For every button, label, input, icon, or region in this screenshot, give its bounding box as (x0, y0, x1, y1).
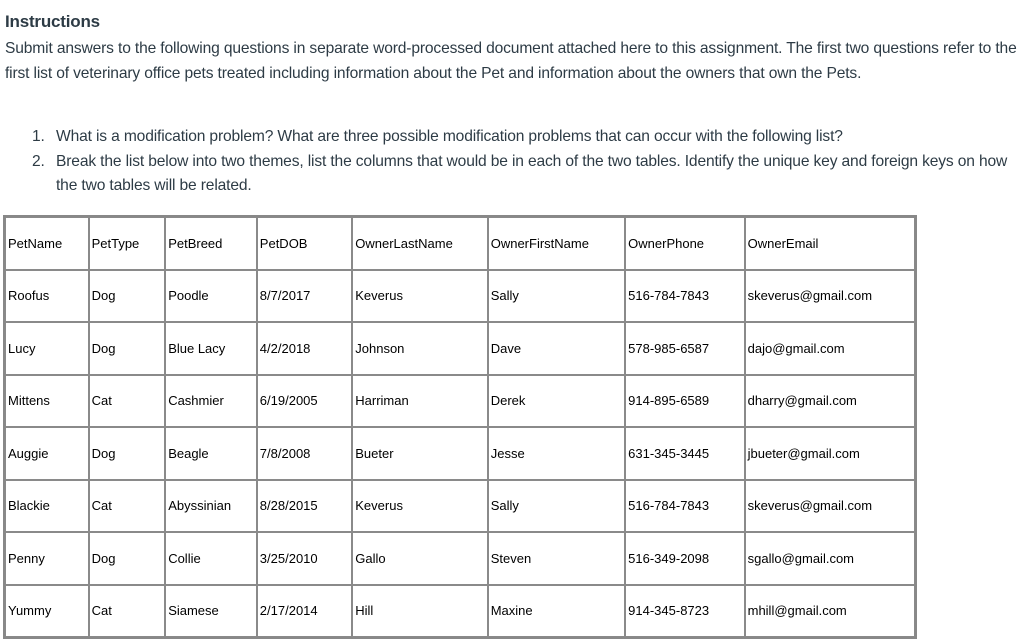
question-item (32, 125, 1011, 150)
table-cell: Harriman (352, 375, 487, 428)
table-cell: Gallo (352, 532, 487, 585)
table-cell: Keverus (352, 480, 487, 533)
table-cell: Sally (488, 480, 625, 533)
table-cell: Bueter (352, 427, 487, 480)
table-row (5, 270, 915, 323)
instructions-heading: Instructions (5, 12, 100, 31)
table-cell: Blackie (5, 480, 89, 533)
column-header: PetName (5, 217, 89, 270)
table-cell: 516-349-2098 (625, 532, 744, 585)
column-header: OwnerEmail (745, 217, 915, 270)
table-cell: Poodle (165, 270, 257, 323)
table-cell: 631-345-3445 (625, 427, 744, 480)
table-cell: 578-985-6587 (625, 322, 744, 375)
table-body (5, 217, 915, 637)
table-row (5, 322, 915, 375)
table-row (5, 375, 915, 428)
table-cell: 3/25/2010 (257, 532, 352, 585)
table-cell: Lucy (5, 322, 89, 375)
table-cell: Sally (488, 270, 625, 323)
table-cell: Jesse (488, 427, 625, 480)
table-cell: sgallo@gmail.com (745, 532, 915, 585)
column-header: OwnerLastName (352, 217, 487, 270)
column-header: PetType (89, 217, 166, 270)
table-cell: Penny (5, 532, 89, 585)
table-row (5, 532, 915, 585)
table-cell: 2/17/2014 (257, 585, 352, 638)
table-row (5, 585, 915, 638)
pet-owner-table-container (3, 215, 917, 639)
table-cell: 7/8/2008 (257, 427, 352, 480)
table-cell: Derek (488, 375, 625, 428)
table-cell: Dog (89, 322, 166, 375)
question-text: Break the list below into two themes, list the columns that would be in each of the two tables. Identify the unique key and foreign keys on how the two tables will be related. (56, 152, 1008, 194)
table-cell: Blue Lacy (165, 322, 257, 375)
table-cell: mhill@gmail.com (745, 585, 915, 638)
table-cell: Dog (89, 427, 166, 480)
question-item (32, 150, 1011, 199)
question-number: 2. (32, 152, 45, 170)
table-cell: 8/28/2015 (257, 480, 352, 533)
table-cell: Roofus (5, 270, 89, 323)
table-cell: Cashmier (165, 375, 257, 428)
table-cell: Mittens (5, 375, 89, 428)
table-cell: Hill (352, 585, 487, 638)
table-cell: jbueter@gmail.com (745, 427, 915, 480)
table-cell: Collie (165, 532, 257, 585)
table-cell: Auggie (5, 427, 89, 480)
table-cell: skeverus@gmail.com (745, 270, 915, 323)
table-cell: Siamese (165, 585, 257, 638)
table-cell: Cat (89, 375, 166, 428)
table-row (5, 480, 915, 533)
instructions-intro: Submit answers to the following questions in separate word-processed document attached here to this assignment. The first two questions refer to the first list of veterinary office pets treated including information about the Pet and information about the owners that own the Pets. (5, 40, 1017, 82)
table-cell: 8/7/2017 (257, 270, 352, 323)
table-row (5, 427, 915, 480)
column-header: PetDOB (257, 217, 352, 270)
column-header: OwnerPhone (625, 217, 744, 270)
pet-owner-table (3, 215, 917, 639)
table-cell: 914-345-8723 (625, 585, 744, 638)
table-cell: Steven (488, 532, 625, 585)
table-cell: Cat (89, 480, 166, 533)
table-cell: 516-784-7843 (625, 480, 744, 533)
table-cell: skeverus@gmail.com (745, 480, 915, 533)
table-cell: 4/2/2018 (257, 322, 352, 375)
question-text: What is a modification problem? What are three possible modification problems that can occur with the following list? (56, 128, 843, 145)
table-cell: Dog (89, 532, 166, 585)
column-header: OwnerFirstName (488, 217, 625, 270)
table-cell: Beagle (165, 427, 257, 480)
table-cell: dharry@gmail.com (745, 375, 915, 428)
table-cell: dajo@gmail.com (745, 322, 915, 375)
question-list (32, 125, 1011, 199)
table-cell: Cat (89, 585, 166, 638)
column-header: PetBreed (165, 217, 257, 270)
table-cell: Johnson (352, 322, 487, 375)
table-cell: Maxine (488, 585, 625, 638)
table-cell: 914-895-6589 (625, 375, 744, 428)
question-number: 1. (32, 128, 45, 145)
table-cell: Dog (89, 270, 166, 323)
table-header-row (5, 217, 915, 270)
table-cell: 6/19/2005 (257, 375, 352, 428)
table-cell: 516-784-7843 (625, 270, 744, 323)
table-cell: Abyssinian (165, 480, 257, 533)
table-cell: Keverus (352, 270, 487, 323)
table-cell: Yummy (5, 585, 89, 638)
table-cell: Dave (488, 322, 625, 375)
